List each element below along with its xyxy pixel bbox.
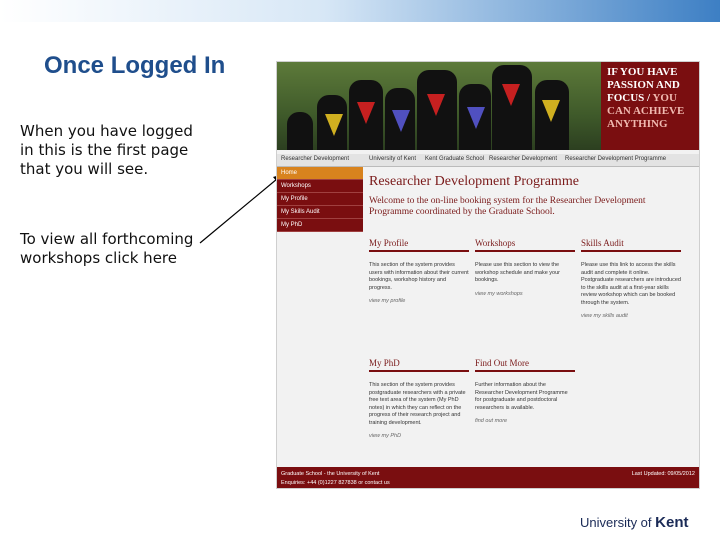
card-body: This section of the system provides users with information about their current bookings, workshop history and progress. — [369, 262, 469, 291]
intro-text: When you have logged in this is the first page that you will see. — [20, 122, 193, 178]
card-workshops — [475, 238, 575, 297]
university-logo — [580, 514, 688, 531]
card-title: Skills Audit — [581, 238, 681, 252]
card-my-phd — [369, 358, 469, 439]
banner-image — [277, 62, 700, 150]
card-title: My PhD — [369, 358, 469, 372]
card-title: My Profile — [369, 238, 469, 252]
nav-item-workshops[interactable]: Workshops — [277, 180, 363, 193]
page-title: Researcher Development Programme — [369, 174, 579, 189]
card-skills-audit — [581, 238, 681, 319]
nav-item-my-phd[interactable]: My PhD — [277, 219, 363, 232]
nav-item-home[interactable]: Home — [277, 167, 363, 180]
card-link[interactable]: view my profile — [369, 298, 406, 304]
logo-name: Kent — [655, 514, 689, 531]
nav-item-my-profile[interactable]: My Profile — [277, 193, 363, 206]
page-intro: Welcome to the on-line booking system for the Researcher Development Programme coordinated by the Graduate School. — [369, 196, 646, 217]
card-body: This section of the system provides postgraduate researchers with a private free text area of the system (My PhD notes) in which they can reflect on the progress of their research project and training development. — [369, 382, 466, 426]
card-link[interactable]: view my workshops — [475, 290, 523, 297]
card-title: Workshops — [475, 238, 575, 252]
card-body: Further information about the Researcher Development Programme for postgraduate and postdoctoral researchers is available. — [475, 382, 568, 411]
website-screenshot — [276, 61, 700, 489]
main-content — [369, 174, 697, 218]
slogan-box — [601, 62, 700, 150]
footer-line-2: Enquiries: +44 (0)1227 827838 or contact us — [281, 480, 390, 486]
site-footer — [277, 467, 700, 489]
logo-prefix: University of — [580, 515, 656, 530]
card-title: Find Out More — [475, 358, 575, 372]
slogan-line-1: IF YOU HAVE PASSION AND FOCUS / — [607, 66, 680, 104]
breadcrumb-item[interactable]: University of Kent — [369, 156, 417, 162]
site-name: Researcher Development — [281, 156, 350, 162]
card-link[interactable]: find out more — [475, 418, 508, 424]
slide-title: Once Logged In — [44, 52, 226, 79]
breadcrumb-item[interactable]: Kent Graduate School — [425, 156, 485, 162]
breadcrumb — [277, 154, 700, 167]
breadcrumb-item[interactable]: Researcher Development — [489, 156, 558, 162]
footer-updated: Last Updated: 09/05/2012 — [631, 471, 695, 477]
card-link[interactable]: view my skills audit — [581, 313, 628, 319]
card-my-profile — [369, 238, 469, 304]
sidebar-nav — [277, 167, 363, 232]
footer-line-1: Graduate School - the University of Kent — [281, 471, 380, 477]
card-link[interactable]: view my PhD — [369, 433, 402, 439]
nav-item-my-skills-audit[interactable]: My Skills Audit — [277, 206, 363, 219]
breadcrumb-item[interactable]: Researcher Development Programme — [565, 156, 667, 162]
slogan-line-2: YOU CAN ACHIEVE ANYTHING — [607, 92, 685, 130]
card-body: Please use this link to access the skills audit and complete it online. Postgraduate researchers are introduced to the skills audit at a first-year skills review workshop which can be booked through the system. — [581, 262, 681, 306]
instruction-text: To view all forthcoming workshops click here — [20, 230, 194, 267]
card-body: Please use this section to view the workshop schedule and make your bookings. — [475, 262, 560, 283]
card-find-out-more — [475, 358, 575, 424]
